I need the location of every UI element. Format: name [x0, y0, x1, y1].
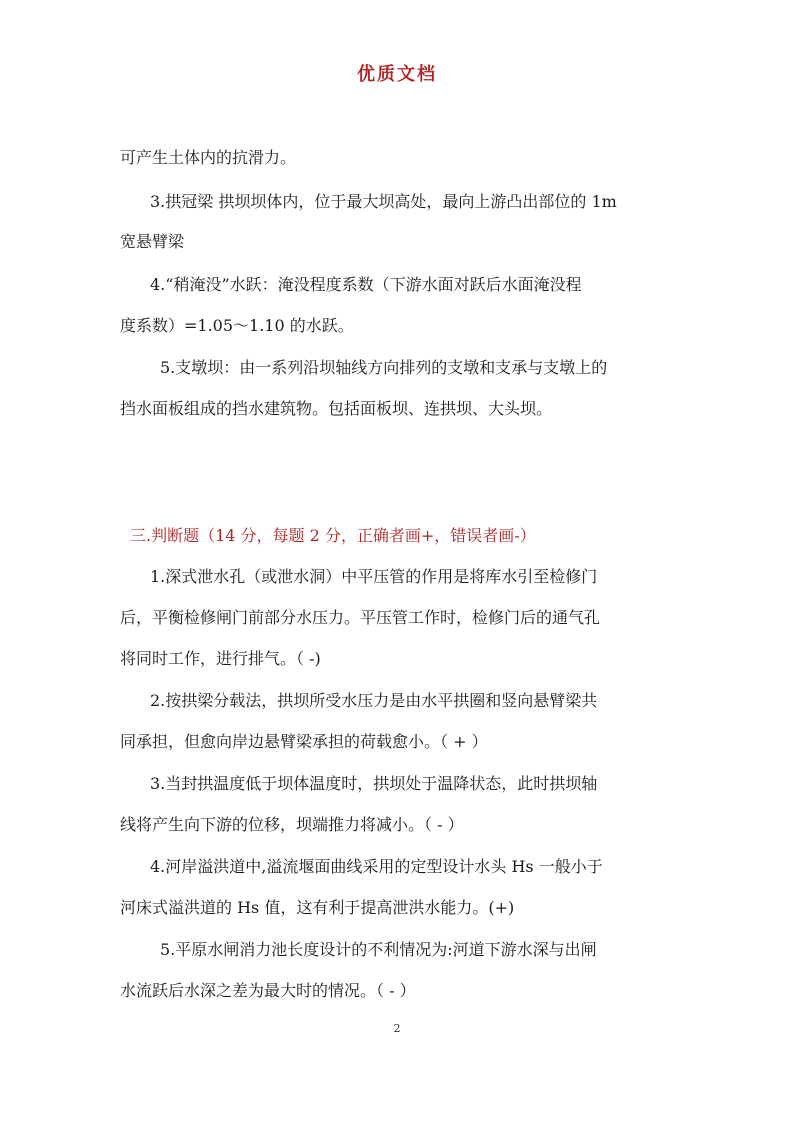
page-number: 2 [393, 1022, 401, 1035]
text-line: 后，平衡检修闸门前部分水压力。平压管工作时，检修门后的通气孔 [120, 608, 601, 627]
text-line: 将同时工作，进行排气。（ -) [120, 649, 321, 668]
text-line: 宽悬臂梁 [120, 232, 185, 251]
text-line: 可产生土体内的抗滑力。 [120, 148, 297, 167]
text-line: 线将产生向下游的位移，坝端推力将减小。（ - ） [120, 815, 464, 834]
text-line: 1.深式泄水孔（或泄水洞）中平压管的作用是将库水引至检修门 [150, 567, 598, 586]
text-line: 水流跃后水深之差为最大时的情况。（ - ） [120, 981, 416, 1000]
header-title: 优质文档 [357, 64, 437, 85]
text-line: 3.当封拱温度低于坝体温度时，拱坝处于温降状态，此时拱坝轴 [150, 774, 598, 793]
text-line: 4.“稍淹没”水跃：淹没程度系数（下游水面对跃后水面淹没程 [150, 275, 582, 294]
text-line: 4.河岸溢洪道中,溢流堰面曲线采用的定型设计水头 Hs 一般小于 [150, 857, 603, 876]
text-line: 3.拱冠梁 拱坝坝体内，位于最大坝高处，最向上游凸出部位的 1m [150, 192, 617, 211]
text-line: 挡水面板组成的挡水建筑物。包括面板坝、连拱坝、大头坝。 [120, 399, 553, 418]
text-line: 5.平原水闸消力池长度设计的不利情况为:河道下游水深与出闸 [160, 940, 597, 959]
text-line: 5.支墩坝：由一系列沿坝轴线方向排列的支墩和支承与支墩上的 [160, 358, 608, 377]
section-heading: 三.判断题（14 分，每题 2 分，正确者画+，错误者画-） [130, 526, 536, 545]
text-line: 2.按拱梁分载法，拱坝所受水压力是由水平拱圈和竖向悬臂梁共 [150, 691, 598, 710]
text-line: 度系数）=1.05～1.10 的水跃。 [120, 316, 354, 335]
text-line: 河床式溢洪道的 Hs 值，这有利于提高泄洪水能力。(+) [120, 898, 515, 917]
text-line: 同承担，但愈向岸边悬臂梁承担的荷载愈小。（ + ） [120, 732, 488, 751]
